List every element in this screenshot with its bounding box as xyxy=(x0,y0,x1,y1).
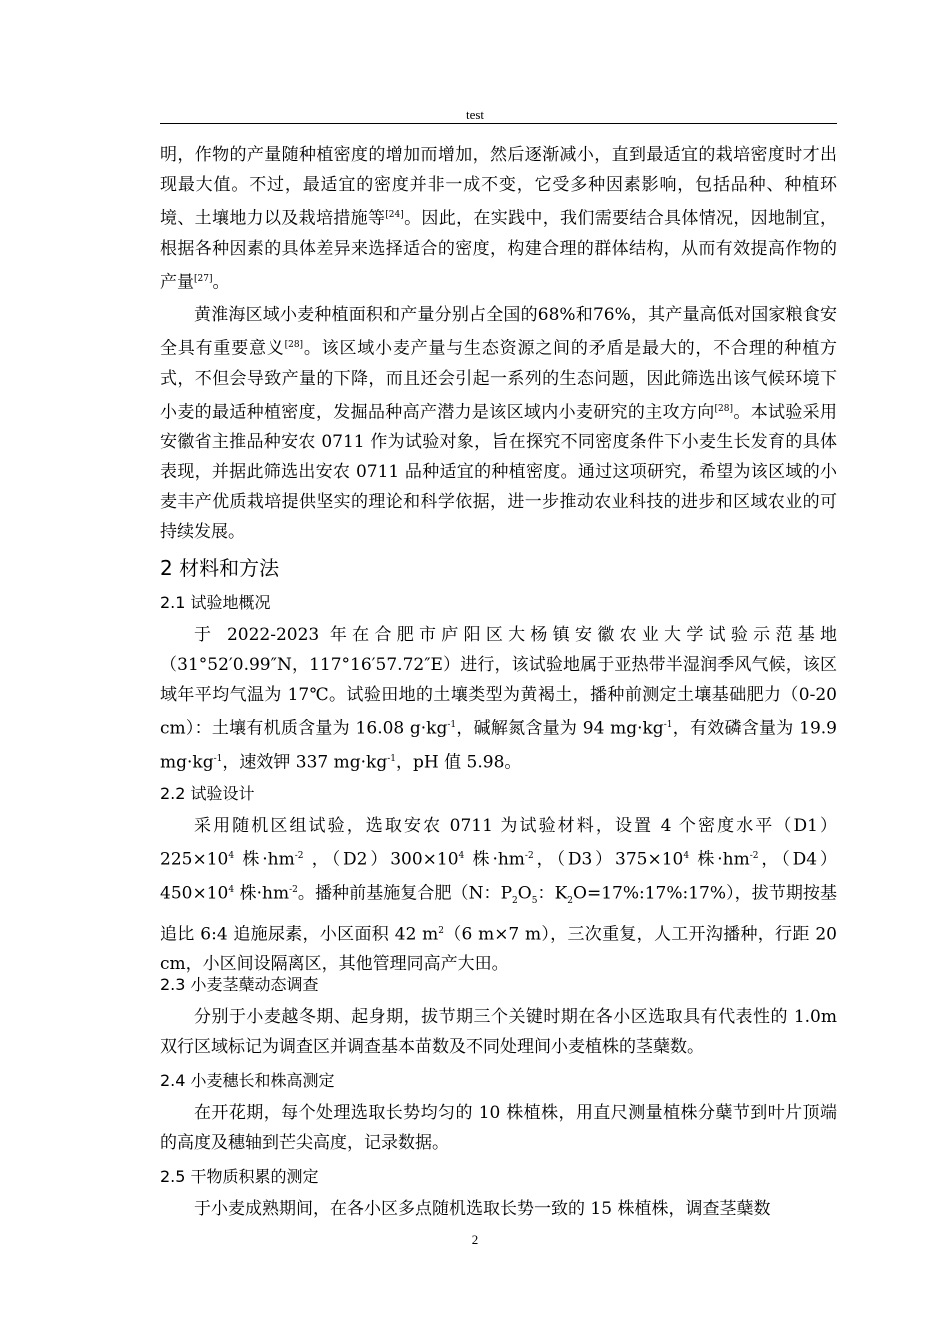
text-run: ：K xyxy=(537,883,568,904)
superscript: -2 xyxy=(294,851,304,861)
text-run: 株·hm xyxy=(234,883,290,904)
text-run: 分别于小麦越冬期、起身期，拔节期三个关键时期在各小区选取具有代表性的 1.0m 双行区域标记为调查区并调查基本苗数及不同处理间小麦植株的茎蘖数。 xyxy=(160,1007,837,1057)
text-run: ，（D3）375×10 xyxy=(533,849,684,870)
text-run: 。因此，在实践中，我们需要结合具体情况，因地制宜，根据各种因素的具体差异来选择适合的密度，构建合理的群体结构，从而有效提高作物的产量 xyxy=(160,208,837,293)
superscript: -2 xyxy=(289,884,298,895)
superscript: 4 xyxy=(683,851,690,861)
citation: [28] xyxy=(714,403,734,414)
text-run: 株·hm xyxy=(234,849,295,870)
superscript: -1 xyxy=(213,753,223,764)
text-run: ，碱解氮含量为 94 mg·kg xyxy=(456,718,664,739)
subscript: 5 xyxy=(531,895,538,906)
paragraph-spike-height xyxy=(160,1098,837,1158)
text-run: 采用随机区组试验，选取安农 0711 为试验材料，设置 4 个密度水平（D1）225×10 xyxy=(160,816,837,870)
text-run: ，速效钾 337 mg·kg xyxy=(222,752,388,773)
paragraph-tiller-dynamics xyxy=(160,1002,837,1062)
section-heading-2-5: 2.5 干物质积累的测定 xyxy=(160,1167,319,1186)
superscript: 4 xyxy=(228,851,235,861)
text-run: 明，作物的产量随种植密度的增加而增加，然后逐渐减小，直到最适宜的栽培密度时才出现最大值。不过，最适宜的密度并非一成不变，它受多种因素影响，包括品种、种植环境、土壤地力以及栽培措施等 xyxy=(160,145,837,229)
citation: [28] xyxy=(284,340,304,350)
text-run: ，（D4）450×10 xyxy=(160,849,837,904)
paragraph-dry-matter xyxy=(160,1194,837,1224)
text-run: O=17%:17%:17%），拔节期按基追比 6:4 追施尿素，小区面积 42 m xyxy=(160,883,837,945)
paragraph-huanghuaihai xyxy=(160,300,837,547)
superscript: 4 xyxy=(228,884,235,895)
text-run: ，pH 值 5.98。 xyxy=(396,752,522,773)
text-run: 株·hm xyxy=(464,849,525,870)
text-run: ，（D2）300×10 xyxy=(303,849,459,870)
superscript: 2 xyxy=(438,925,444,936)
page-number: 2 xyxy=(471,1232,479,1247)
header-rule xyxy=(160,123,837,124)
paragraph-experiment-design xyxy=(160,811,837,979)
citation: [27] xyxy=(194,273,213,284)
paragraph-site-overview xyxy=(160,620,837,777)
text-run: 株·hm xyxy=(689,849,750,870)
text-run: 。本试验采用安徽省主推品种安农 0711 作为试验对象，旨在探究不同密度条件下小麦生长发育的具体表现，并据此筛选出安农 0711 品种适宜的种植密度。通过这项研究，希望为该区域的小麦丰产优质栽培提供坚实的理论和科学依据，进一步推动农业科技的进步和区域农业的可持续发展。 xyxy=(160,402,838,543)
text-run: 。该区域小麦产量与生态资源之间的矛盾是最大的，不合理的种植方式，不但会导致产量的下降，而且还会引起一系列的生态问题，因此筛选出该气候环境下小麦的最适种植密度，发掘品种高产潜力是该区域内小麦研究的主攻方向 xyxy=(160,338,838,423)
superscript: -1 xyxy=(447,720,457,730)
text-run: 黄淮海区域小麦种植面积和产量分别占全国的68%和76%，其产量高低对国家粮食安全具有重要意义 xyxy=(160,305,837,359)
text-run: 在开花期，每个处理选取长势均匀的 10 株植株，用直尺测量植株分蘖节到叶片顶端的高度及穗轴到芒尖高度，记录数据。 xyxy=(160,1103,837,1153)
section-heading-2-2: 2.2 试验设计 xyxy=(160,784,255,803)
citation: [24] xyxy=(385,210,404,220)
text-run: 于小麦成熟期间，在各小区多点随机选取长势一致的 15 株植株，调查茎蘖数 xyxy=(194,1199,771,1219)
section-heading-2-3: 2.3 小麦茎蘖动态调查 xyxy=(160,975,319,994)
text-run: （6 m×7 m），三次重复，人工开沟播种，行距 20 cm，小区间设隔离区，其他管理同高产大田。 xyxy=(160,924,837,975)
subscript: 2 xyxy=(567,895,574,906)
text-run: 。播种前基施复合肥（N：P xyxy=(297,883,513,904)
superscript: 4 xyxy=(458,851,465,861)
superscript: -2 xyxy=(524,851,534,861)
section-heading-2-4: 2.4 小麦穗长和株高测定 xyxy=(160,1071,335,1090)
subscript: 2 xyxy=(512,895,518,906)
page-header: test xyxy=(465,107,485,122)
text-run: ，有效磷含量为 19.9 mg·kg xyxy=(160,718,837,773)
text-run: 。 xyxy=(212,272,230,293)
text-run: O xyxy=(517,883,532,904)
paragraph-intro-continued xyxy=(160,140,837,297)
text-run: 于 2022-2023 年在合肥市庐阳区大杨镇安徽农业大学试验示范基地（31°52′0.99″N，117°16′57.72″E）进行，该试验地属于亚热带半湿润季风气候，该区域年平均气温为 17℃。试验田地的土壤类型为黄褐土，播种前测定土壤基础肥力（0-20 cm）：土壤有机质含量为 16.08 g·kg xyxy=(160,625,837,739)
superscript: -1 xyxy=(387,753,397,764)
superscript: -1 xyxy=(663,720,673,730)
section-heading-2: 2 材料和方法 xyxy=(160,556,280,580)
section-heading-2-1: 2.1 试验地概况 xyxy=(160,593,271,612)
superscript: -2 xyxy=(749,851,759,861)
